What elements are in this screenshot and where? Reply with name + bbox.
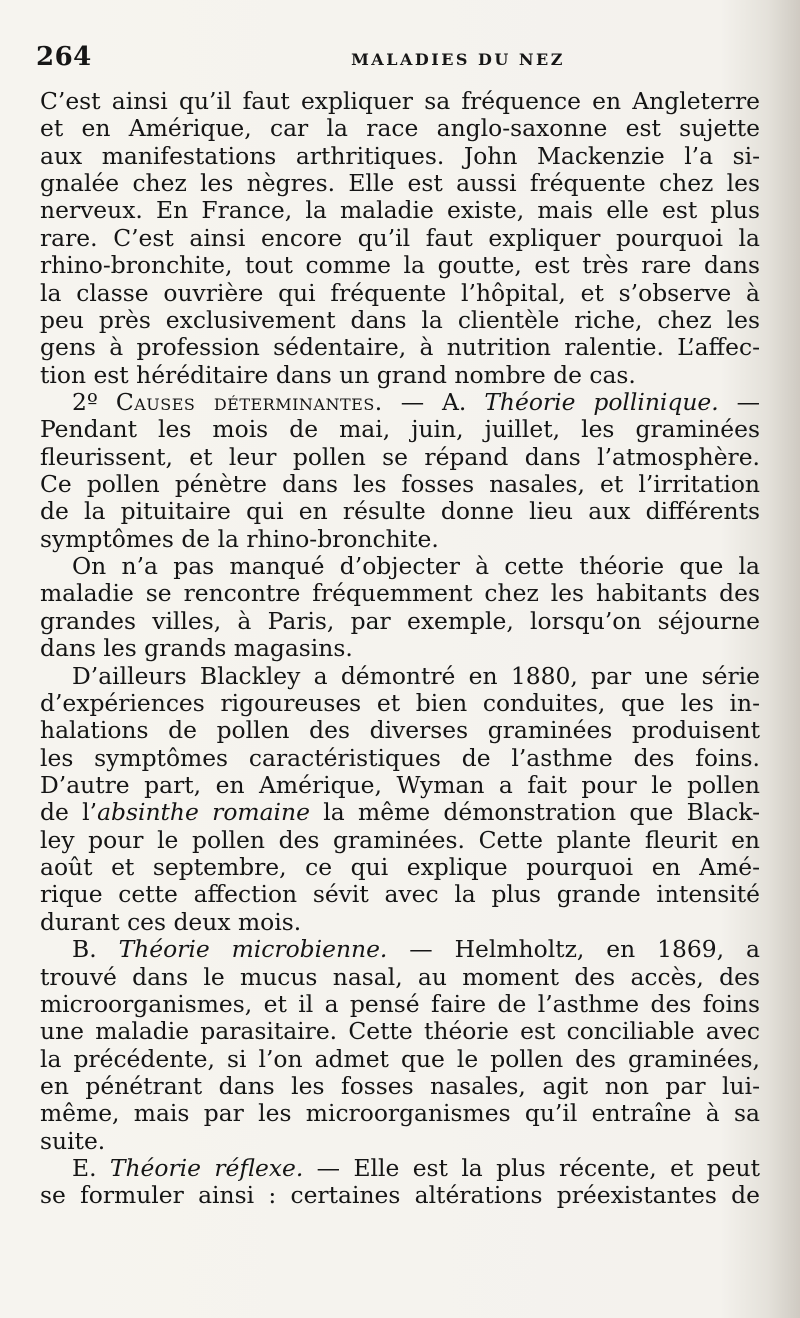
text-line: D’autre part, en Amérique, Wyman a fait pour le pollen — [40, 771, 760, 799]
text-line: suite. — [40, 1127, 106, 1155]
text-line: maladie se rencontre fréquemment chez les habitants des — [40, 580, 760, 608]
text-line: gnalée chez les nègres. Elle est aussi fréquente chez les — [40, 170, 760, 198]
page-number: 264 — [36, 42, 92, 72]
section-b-title: Théorie microbienne. — [118, 936, 388, 964]
absinthe-prefix: de l’ — [40, 799, 98, 827]
section-e-heading-line — [40, 1155, 760, 1182]
text-line: On n’a pas manqué d’objecter à cette théorie que la — [72, 553, 760, 581]
text-line — [40, 799, 760, 826]
text-line: D’ailleurs Blackley a démontré en 1880, par une série — [72, 662, 760, 690]
text-line: se formuler ainsi : certaines altérations préexistantes de — [40, 1182, 760, 1210]
text-line: trouvé dans le mucus nasal, au moment des accès, des — [40, 963, 760, 991]
section-b-rest: — Helmholtz, en 1869, a — [387, 936, 760, 964]
text-line: dans les grands magasins. — [40, 635, 353, 663]
text-line: aux manifestations arthritiques. John Mackenzie l’a si- — [40, 142, 760, 170]
text-line: en pénétrant dans les fosses nasales, agit non par lui- — [40, 1072, 760, 1100]
section-subheading: Théorie pollinique. — [484, 388, 719, 416]
text-line: une maladie parasitaire. Cette théorie est conciliable avec — [40, 1018, 760, 1046]
text-line: et en Amérique, car la race anglo-saxonne est sujette — [40, 115, 760, 143]
section-b-heading-line — [40, 936, 760, 963]
section-b-label: B. — [72, 936, 97, 964]
text-line: tion est héréditaire dans un grand nombre de cas. — [40, 361, 636, 389]
section-number: 2º — [72, 388, 98, 416]
text-line: rique cette affection sévit avec la plus grande intensité — [40, 881, 760, 909]
text-line: symptômes de la rhino-bronchite. — [40, 525, 439, 553]
text-line: la précédente, si l’on admet que le pollen des graminées, — [40, 1045, 760, 1073]
section-dash: — A. — [400, 388, 467, 416]
text-line: rare. C’est ainsi encore qu’il faut expliquer pourquoi la — [40, 224, 760, 252]
section-e-label: E. — [72, 1155, 97, 1183]
section-heading: Causes déterminantes. — [115, 388, 383, 416]
running-head: MALADIES DU NEZ — [351, 50, 565, 69]
absinthe-suffix: la même démonstration que Black- — [309, 799, 760, 827]
page-header — [36, 38, 760, 78]
text-line: la classe ouvrière qui fréquente l’hôpital, et s’observe à — [40, 279, 760, 307]
text-line: les symptômes caractéristiques de l’asthme des foins. — [40, 744, 760, 772]
text-line: Ce pollen pénètre dans les fosses nasales, et l’irritation — [40, 471, 760, 499]
text-line: rhino-bronchite, tout comme la goutte, est très rare dans — [40, 252, 760, 280]
section-e-rest: — Elle est la plus récente, et peut — [303, 1155, 760, 1183]
text-line: microorganismes, et il a pensé faire de l’asthme des foins — [40, 990, 760, 1018]
absinthe-italic: absinthe romaine — [97, 799, 310, 827]
text-line: gens à profession sédentaire, à nutrition ralentie. L’affec- — [40, 334, 760, 362]
section-e-title: Théorie réflexe. — [109, 1155, 304, 1183]
text-line: peu près exclusivement dans la clientèle riche, chez les — [40, 306, 760, 334]
text-line: Pendant les mois de mai, juin, juillet, les graminées — [40, 416, 760, 444]
text-line: nerveux. En France, la maladie existe, mais elle est plus — [40, 197, 760, 225]
text-line: fleurissent, et leur pollen se répand dans l’atmosphère. — [40, 443, 760, 471]
text-line: C’est ainsi qu’il faut expliquer sa fréquence en Angleterre — [40, 88, 760, 115]
body-text — [40, 88, 760, 1210]
text-line: même, mais par les microorganismes qu’il entraîne à sa — [40, 1100, 760, 1128]
text-line: ley pour le pollen des graminées. Cette plante fleurit en — [40, 826, 760, 854]
section-trailing-dash: — — [736, 388, 760, 416]
text-line: août et septembre, ce qui explique pourquoi en Amé- — [40, 854, 760, 882]
text-line: d’expériences rigoureuses et bien conduites, que les in- — [40, 689, 760, 717]
text-line: de la pituitaire qui en résulte donne lieu aux différents — [40, 498, 760, 526]
text-line: halations de pollen des diverses graminées produisent — [40, 717, 760, 745]
text-line: grandes villes, à Paris, par exemple, lorsqu’on séjourne — [40, 607, 760, 635]
section-heading-line — [40, 389, 760, 416]
text-line: durant ces deux mois. — [40, 908, 302, 936]
